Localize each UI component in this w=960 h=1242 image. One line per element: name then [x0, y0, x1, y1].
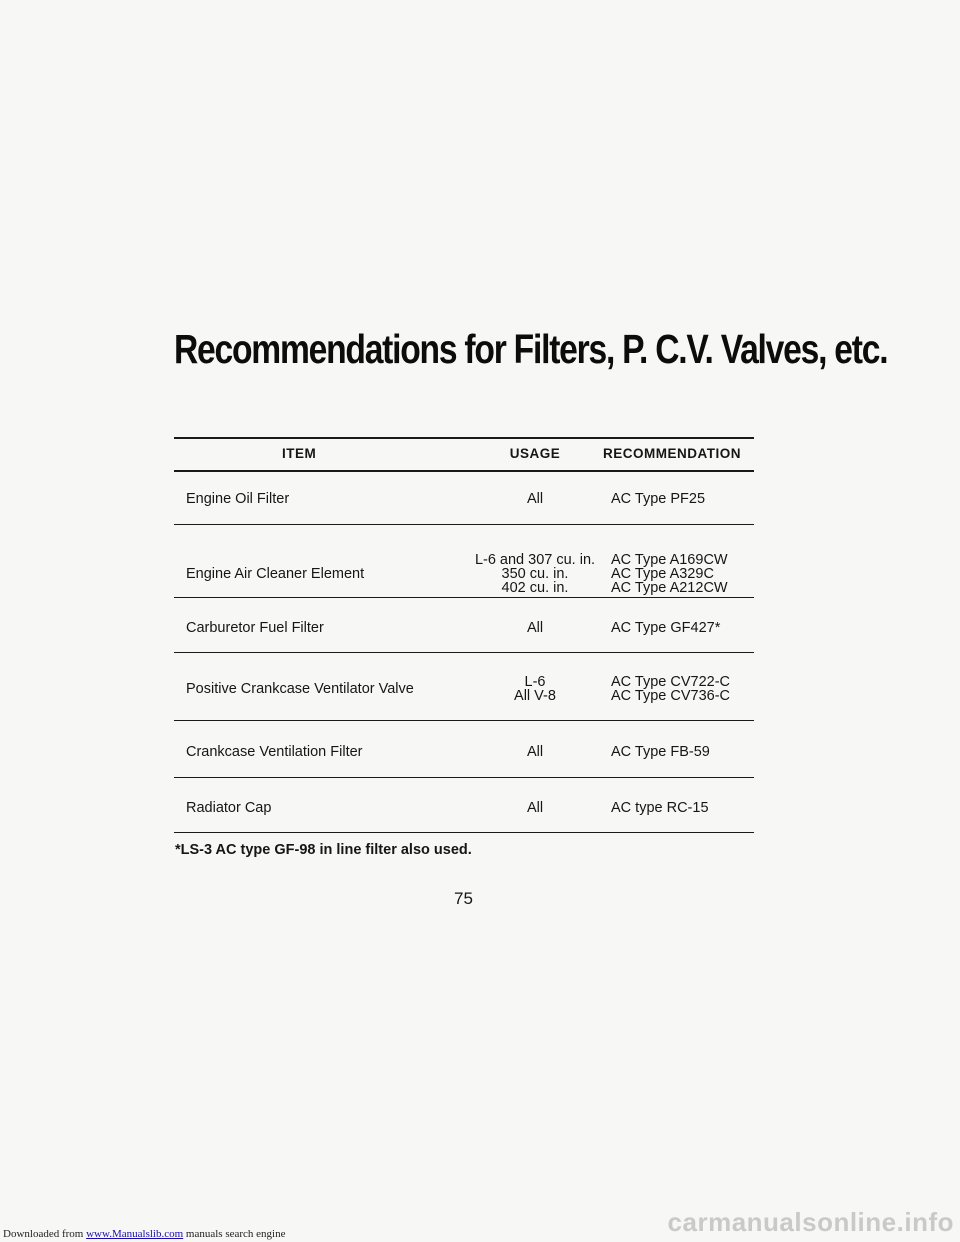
row-usage [440, 801, 630, 815]
usage-line: All [526, 491, 544, 507]
recommendation-line: AC Type A329C [611, 566, 714, 582]
row-recommendation [611, 621, 720, 635]
recommendation-line: AC Type FB-59 [611, 744, 710, 760]
recommendation-line: AC Type CV722-C [611, 674, 731, 690]
row-usage [440, 745, 630, 759]
row-item-label: Radiator Cap [186, 800, 272, 816]
recommendation-line: AC Type A169CW [611, 552, 728, 568]
recommendation-line: AC Type GF427* [611, 620, 721, 636]
header-recommendation: RECOMMENDATION [603, 446, 741, 461]
usage-line: All [526, 744, 544, 760]
manualslib-link[interactable]: www.Manualslib.com [86, 1228, 184, 1240]
page-number: 75 [454, 889, 473, 908]
row-item-label: Engine Air Cleaner Element [186, 566, 365, 582]
row-usage [440, 621, 630, 635]
usage-line: 402 cu. in. [501, 580, 569, 596]
watermark-text: carmanualsonline.info [667, 1207, 954, 1237]
row-recommendation [611, 553, 728, 595]
row-recommendation [611, 675, 730, 703]
recommendation-line: AC Type A212CW [611, 580, 728, 596]
row-item-label: Engine Oil Filter [186, 491, 290, 507]
row-recommendation [611, 745, 710, 759]
usage-line: All [526, 620, 544, 636]
footnote: *LS-3 AC type GF-98 in line filter also used. [175, 842, 472, 858]
recommendation-line: AC Type PF25 [611, 491, 706, 507]
row-rule [174, 777, 754, 778]
header-usage: USAGE [509, 446, 561, 461]
row-recommendation [611, 492, 705, 506]
usage-line: 350 cu. in. [501, 566, 569, 582]
row-item-label: Positive Crankcase Ventilator Valve [186, 681, 414, 697]
row-rule [174, 597, 754, 598]
header-item: ITEM [282, 446, 317, 461]
recommendation-line: AC type RC-15 [611, 800, 709, 816]
usage-line: L-6 [524, 674, 546, 690]
row-usage [440, 675, 630, 703]
usage-line: L-6 and 307 cu. in. [474, 552, 596, 568]
usage-line: All V-8 [514, 688, 556, 704]
download-banner [3, 1228, 285, 1240]
recommendation-line: AC Type CV736-C [611, 688, 731, 704]
row-recommendation [611, 801, 709, 815]
row-usage [440, 553, 630, 595]
row-rule [174, 832, 754, 833]
usage-line: All [526, 800, 544, 816]
banner-prefix: Downloaded from [3, 1228, 87, 1240]
banner-suffix: manuals search engine [183, 1228, 286, 1240]
row-usage [440, 492, 630, 506]
row-item-label: Carburetor Fuel Filter [186, 620, 324, 636]
row-rule [174, 524, 754, 525]
row-rule [174, 720, 754, 721]
header-rule [174, 470, 754, 472]
row-item-label: Crankcase Ventilation Filter [186, 744, 363, 760]
table-top-rule [174, 437, 754, 439]
page-title: Recommendations for Filters, P. C.V. Valves, etc. [174, 326, 888, 372]
row-rule [174, 652, 754, 653]
